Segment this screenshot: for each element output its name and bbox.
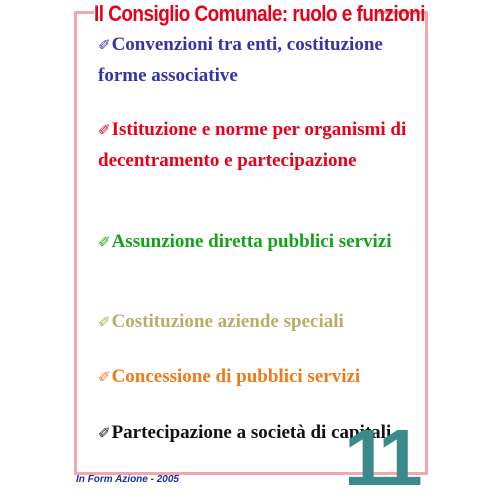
footer-credit: In Form Azione - 2005: [76, 474, 179, 485]
pencil-icon: ✐: [98, 235, 111, 251]
list-item-text: Costituzione aziende speciali: [111, 311, 344, 332]
list-item: [98, 227, 418, 258]
list-item-text: Convenzioni tra enti, costituzione forme associative: [98, 34, 383, 86]
list-item: [98, 30, 418, 90]
pencil-icon: ✐: [98, 38, 111, 54]
page-number: 11: [344, 413, 417, 500]
list-item: [98, 115, 418, 175]
slide-title: Il Consiglio Comunale: ruolo e funzioni: [94, 1, 425, 26]
list-item-text: Istituzione e norme per organismi di decentramento e partecipazione: [98, 119, 407, 171]
list-item-text: Partecipazione a società di capitali: [111, 422, 392, 443]
list-item: [98, 307, 418, 338]
pencil-icon: ✐: [98, 426, 111, 442]
list-item-text: Assunzione diretta pubblici servizi: [111, 231, 392, 252]
pencil-icon: ✐: [98, 315, 111, 331]
pencil-icon: ✐: [98, 123, 111, 139]
list-item-text: Concessione di pubblici servizi: [111, 366, 361, 387]
pencil-icon: ✐: [98, 370, 111, 386]
list-item: [98, 362, 418, 393]
